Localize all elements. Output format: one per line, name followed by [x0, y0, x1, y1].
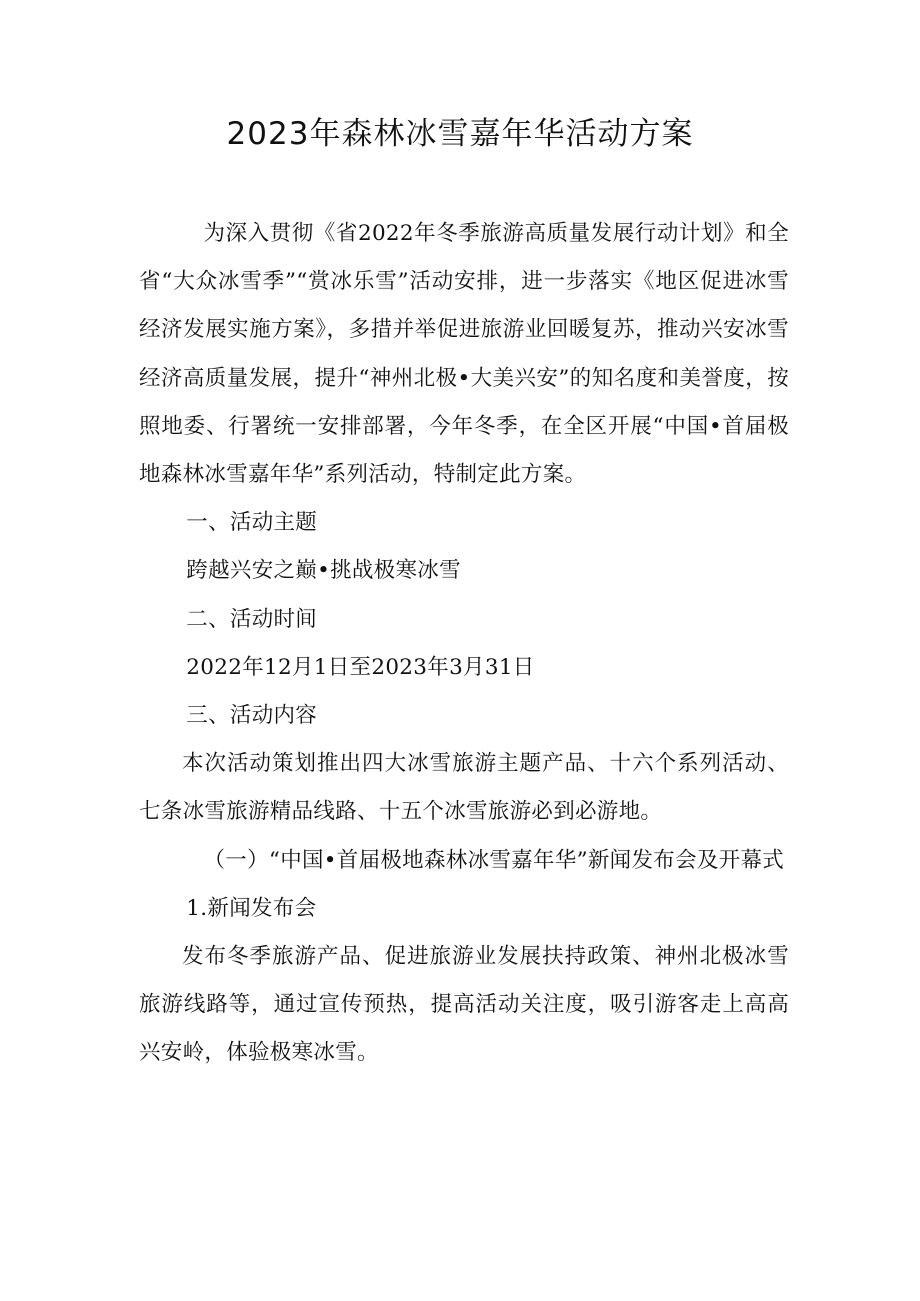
intro-paragraph: 为深入贯彻《省2022年冬季旅游高质量发展行动计划》和全省“大众冰雪季”“赏冰乐雪”活动安排，进一步落实《地区促进冰雪经济发展实施方案》，多措并举促进旅游业回暖复苏，推动兴安冰雪经济高质量发展，提升“神州北极•大美兴安”的知名度和美誉度，按照地委、行署统一安排部署，今年冬季，在全区开展“中国•首届极地森林冰雪嘉年华”系列活动，特制定此方案。: [139, 221, 789, 488]
theme-text: 跨越兴安之巅•挑战极寒冰雪: [186, 558, 461, 584]
section-heading-time: 二、活动时间: [186, 606, 318, 632]
item-heading: 1.新闻发布会: [186, 895, 317, 921]
section-heading-theme: 一、活动主题: [186, 510, 318, 536]
content-paragraph: 本次活动策划推出四大冰雪旅游主题产品、十六个系列活动、七条冰雪旅游精品线路、十五个冰雪旅游必到必游地。: [139, 751, 789, 825]
section-heading-content: 三、活动内容: [186, 703, 318, 729]
item-paragraph: 发布冬季旅游产品、促进旅游业发展扶持政策、神州北极冰雪旅游线路等，通过宣传预热，提高活动关注度，吸引游客走上高高兴安岭，体验极寒冰雪。: [139, 944, 789, 1066]
document-body: [139, 210, 789, 1078]
document-title: 2023年森林冰雪嘉年华活动方案: [226, 116, 694, 152]
time-text: 2022年12月1日至2023年3月31日: [186, 654, 535, 680]
subsection-heading: （一）“中国•首届极地森林冰雪嘉年华”新闻发布会及开幕式: [203, 847, 785, 873]
